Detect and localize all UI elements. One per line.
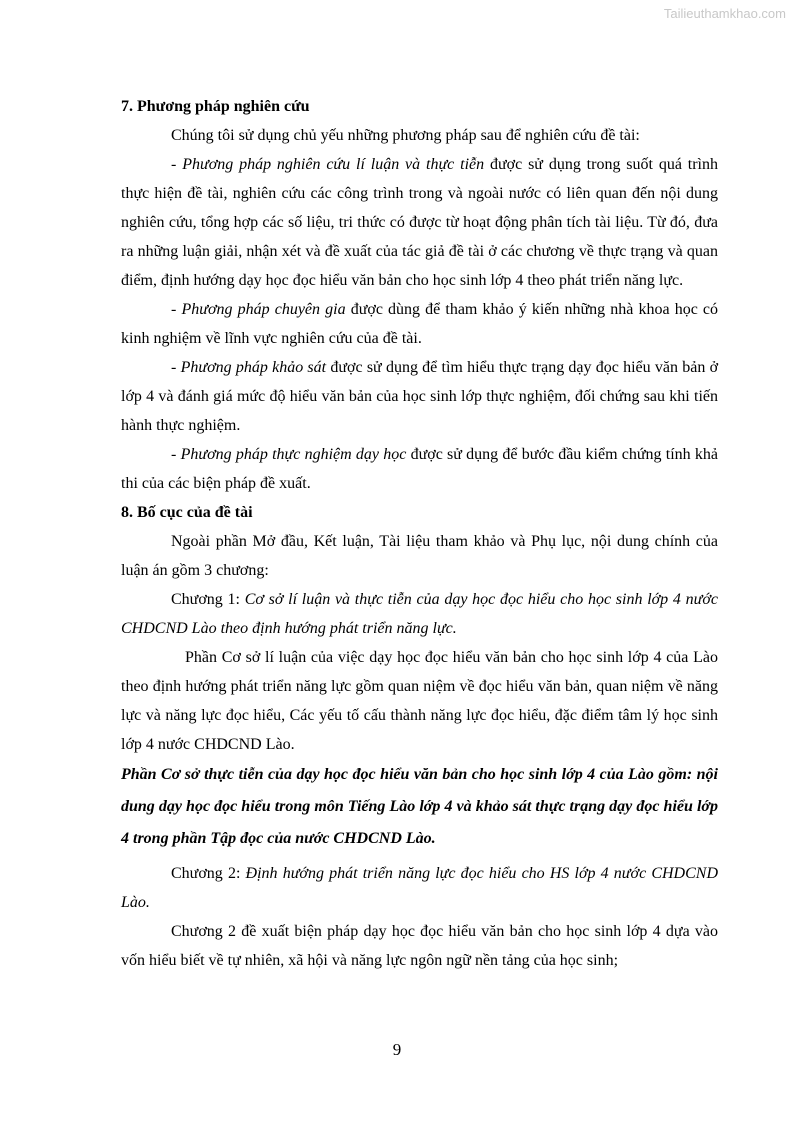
chapter-1-label: Chương 1: (171, 591, 245, 608)
method-2-text: được dùng để tham khảo ý kiến những nhà khoa học có kinh nghiệm về lĩnh vực nghiên cứu của đề tài. (121, 301, 719, 347)
chapter-2-label: Chương 2: (171, 865, 246, 882)
section-8-intro: Ngoài phần Mở đầu, Kết luận, Tài liệu tham khảo và Phụ lục, nội dung chính của luận án gồm 3 chương: (121, 533, 718, 579)
method-3-dash: - (171, 359, 181, 376)
method-4-text: được sử dụng để bước đầu kiểm chứng tính khả thi của các biện pháp đề xuất. (121, 446, 718, 492)
document-body (121, 92, 718, 975)
method-4-dash: - (171, 446, 181, 463)
method-3-paragraph (121, 353, 718, 440)
section-8-heading: 8. Bố cục của đề tài (121, 504, 253, 521)
chapter-2-paragraph (121, 859, 718, 917)
method-4-name: Phương pháp thực nghiệm dạy học (180, 446, 407, 463)
method-1-paragraph (121, 150, 718, 295)
section-7-heading: 7. Phương pháp nghiên cứu (121, 98, 310, 115)
watermark: Tailieuthamkhao.com (663, 6, 786, 21)
chapter-1-practice-paragraph: Phần Cơ sở thực tiễn của dạy học đọc hiểu văn bản cho học sinh lớp 4 của Lào gồm: nội dung dạy học đọc hiểu trong môn Tiếng Lào lớp 4 và khảo sát thực trạng dạy đọc hiểu lớp 4 trong phần Tập đọc của nước CHDCND Lào. (121, 766, 718, 847)
method-1-name: Phương pháp nghiên cứu lí luận và thực tiễn (182, 156, 485, 173)
chapter-1-theory-paragraph: Phần Cơ sở lí luận của việc dạy học đọc hiểu văn bản cho học sinh lớp 4 của Lào theo định hướng phát triển năng lực gồm quan niệm về đọc hiểu văn bản, quan niệm về năng lực và năng lực đọc hiểu, Các yếu tố cấu thành năng lực đọc hiểu, đặc điểm tâm lý học sinh lớp 4 nước CHDCND Lào. (121, 649, 718, 753)
chapter-2-text-paragraph: Chương 2 đề xuất biện pháp dạy học đọc hiểu văn bản cho học sinh lớp 4 dựa vào vốn hiểu biết về tự nhiên, xã hội và năng lực ngôn ngữ nền tảng của học sinh; (121, 923, 718, 969)
chapter-1-paragraph (121, 585, 718, 643)
method-1-dash: - (171, 156, 183, 173)
method-3-name: Phương pháp khảo sát (180, 359, 327, 376)
method-1-text: được sử dụng trong suốt quá trình thực hiện đề tài, nghiên cứu các công trình trong và ngoài nước có liên quan đến nội dung nghiên cứu, tổng hợp các số liệu, tri thức có được từ hoạt động phân tích tài liệu. Từ đó, đưa ra những luận giải, nhận xét và đề xuất của tác giả đề tài ở các chương về thực trạng và quan điểm, định hướng dạy học đọc hiểu văn bản cho học sinh lớp 4 theo phát triển năng lực. (121, 156, 718, 289)
section-7-intro: Chúng tôi sử dụng chủ yếu những phương pháp sau để nghiên cứu đề tài: (171, 127, 640, 144)
method-2-dash: - (171, 301, 182, 318)
method-2-paragraph (121, 295, 718, 353)
chapter-1-title: Cơ sở lí luận và thực tiễn của dạy học đọc hiểu cho học sinh lớp 4 nước CHDCND Lào theo định hướng phát triển năng lực. (121, 591, 719, 637)
method-4-paragraph (121, 440, 718, 498)
chapter-2-title: Định hướng phát triển năng lực đọc hiểu cho HS lớp 4 nước CHDCND Lào. (121, 865, 718, 911)
page-number: 9 (392, 1040, 402, 1059)
method-3-text: được sử dụng để tìm hiểu thực trạng dạy đọc hiểu văn bản ở lớp 4 và đánh giá mức độ hiểu văn bản của học sinh lớp thực nghiệm, đối chứng sau khi tiến hành thực nghiệm. (121, 359, 719, 434)
method-2-name: Phương pháp chuyên gia (181, 301, 346, 318)
